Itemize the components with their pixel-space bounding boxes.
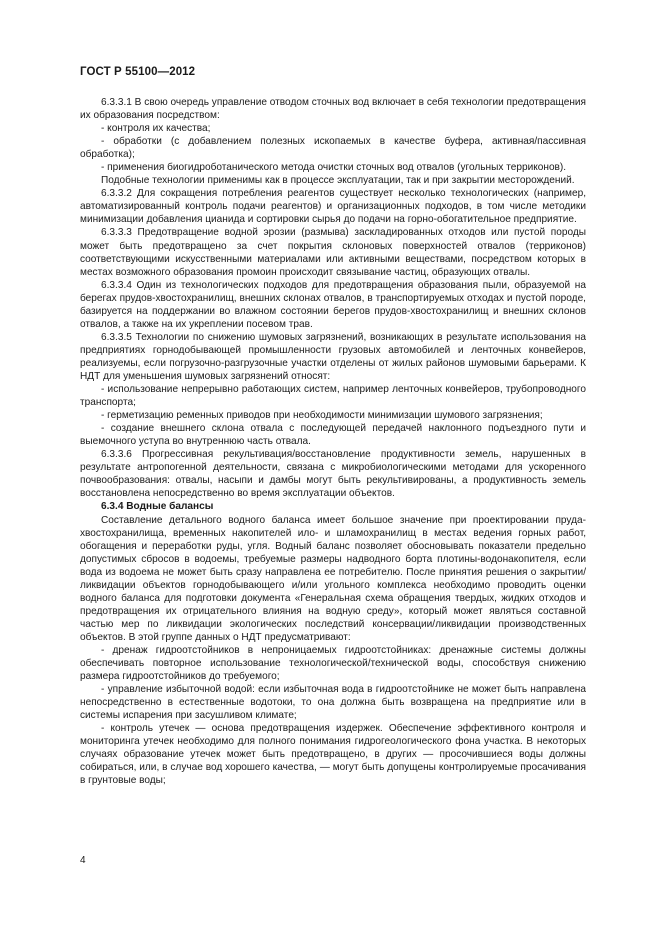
paragraph-6-3-3-1: 6.3.3.1 В свою очередь управление отводом сточных вод включает в себя технологии предотвращения их образования посредством:	[80, 97, 586, 122]
page-number: 4	[80, 855, 86, 866]
paragraph-6-3-3-3: 6.3.3.3 Предотвращение водной эрозии (размыва) заскладированных отходов или пустой породы может быть предотвращено за счет покрытия склоновых поверхностей отвалов (терриконов) соответствующими искусственными материалами или активными веществами, посредством которых в местах возможного образования промоин происходит связывание частиц, образующих отвалы.	[80, 227, 586, 278]
paragraph-6-3-3-6: 6.3.3.6 Прогрессивная рекультивация/восстановление продуктивности земель, нарушенных в результате антропогенной деятельности, связана с микробиологическими методами для ускоренного почвообразования: отвалы, насыпи и дамбы могут быть рекультивированы, а продуктивность земель восстановлена непосредственно во время эксплуатации объектов.	[80, 449, 586, 500]
list-item: - дренаж гидроотстойников в непроницаемых гидроотстойниках: дренажные системы должны обеспечивать повторное использование технологической/технической воды, способствуя снижению размера гидроотстойников до требуемого;	[80, 644, 586, 683]
paragraph: Подобные технологии применимы как в процессе эксплуатации, так и при закрытии месторождений.	[101, 175, 575, 187]
paragraph: Составление детального водного баланса имеет большое значение при проектировании пруда-хвостохранилища, временных накопителей ило- и шламохранилищ в местах ведения горных работ, обогащения и переработки руды, угля. Водный баланс позволяет обосновывать показатели предельно допустимых сбросов в водоемы, требуемые размеры надводного борта плотины-водонакопителя, если вода из водоема не может быть сразу направлена ее потребителю. После принятия решения о закрытии/ликвидации объектов горнодобывающего и/или угольного комплекса необходимо проводить оценки водного баланса для подготовки документа «Генеральная схема обращения твердых, жидких отходов и предотвращения их отрицательного влияния на водную среду», который может являться составной частью мер по ликвидации экологических последствий консервации/ликвидации производственных объектов. В этой группе данных о НДТ предусматривают:	[80, 514, 586, 643]
paragraph-6-3-3-5: 6.3.3.5 Технологии по снижению шумовых загрязнений, возникающих в результате использования на предприятиях горнодобывающей промышленности грузовых автомобилей и ленточных конвейеров, реализуемы, если погрузочно-разгрузочные участки отделены от жилых районов шумовыми барьерами. К НДТ для уменьшения шумовых загрязнений относят:	[80, 331, 586, 382]
list-item: - использование непрерывно работающих систем, например ленточных конвейеров, трубопроводного транспорта;	[80, 384, 586, 409]
paragraph-6-3-3-4: 6.3.3.4 Один из технологических подходов для предотвращения образования пыли, образуемой на берегах прудов-хвостохранилищ, внешних склонах отвалов, в транспортируемых отходах и пустой породе, базируется на поддержании во влажном состоянии берегов прудов-хвостохранилищ и внешних склонов отвалов, а также на их укреплении посевом трав.	[80, 279, 586, 330]
document-header: ГОСТ Р 55100—2012	[80, 66, 196, 78]
list-item: - управление избыточной водой: если избыточная вода в гидроотстойнике не может быть направлена непосредственно в естественные водотоки, то она должна быть возвращена на предприятие или в системы испарения при засушливом климате;	[80, 684, 586, 722]
list-item: - герметизацию ременных приводов при необходимости минимизации шумового загрязнения;	[101, 410, 543, 422]
list-item: - применения биогидроботанического метода очистки сточных вод отвалов (угольных терриконов).	[101, 162, 567, 174]
list-item: - контроля их качества;	[101, 123, 211, 135]
list-item: - обработки (с добавлением полезных ископаемых в качестве буфера, активная/пассивная обработка);	[80, 136, 586, 161]
paragraph-6-3-3-2: 6.3.3.2 Для сокращения потребления реагентов существует несколько технологических (например, автоматизированный контроль подачи реагентов) и организационных подходов, в том числе методики минимизации добавления цианида и сортировки сырья до подачи на горно-обогатительное предприятие.	[80, 188, 586, 226]
body-text	[80, 96, 586, 787]
list-item: - создание внешнего склона отвала с последующей передачей наклонного подъездного пути и выемочного уступа во внутреннюю часть отвала.	[80, 423, 586, 448]
list-item: - контроль утечек — основа предотвращения издержек. Обеспечение эффективного контроля и мониторинга утечек необходимо для полного понимания гидрогеологического фона участка. В некоторых случаях образование утечек может быть предотвращено, в других — просочившиеся воды должны собираться, или, в случае вод хорошего качества, — могут быть допущены контролируемые просачивания в грунтовые воды;	[80, 723, 586, 787]
section-heading-6-3-4: 6.3.4 Водные балансы	[101, 501, 214, 513]
